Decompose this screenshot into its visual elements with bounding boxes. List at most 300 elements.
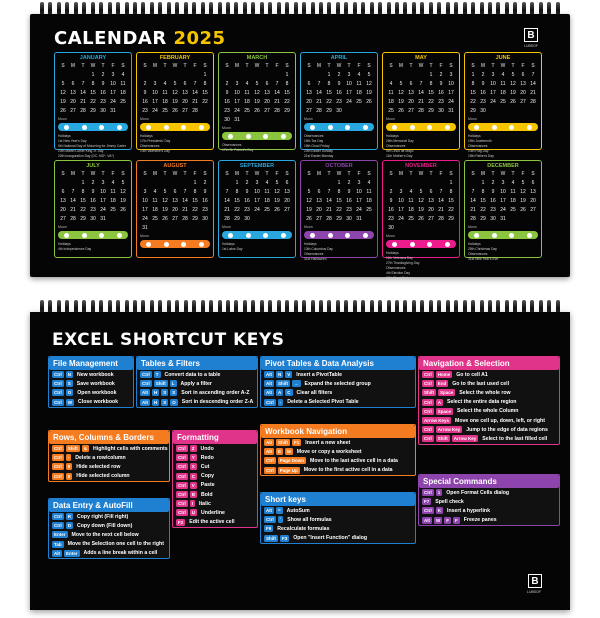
day-number: 8 (429, 81, 433, 87)
shortcut-row (49, 540, 169, 549)
day-number: 7 (439, 189, 443, 195)
empty-day (324, 180, 334, 186)
excel-board (30, 312, 570, 610)
day-number: 24 (142, 216, 148, 222)
shortcut-description: Move one cell up, down, left, or right (455, 417, 545, 424)
day-number: 23 (202, 207, 208, 213)
month-grid (386, 171, 456, 231)
moon-phase-icon (410, 125, 415, 130)
shortcut-row (173, 472, 257, 481)
shortcut-description: Cut (200, 463, 210, 470)
moon-phase-bar (140, 123, 210, 131)
key-cap: Arrow Key (453, 436, 477, 442)
shortcut-row (173, 518, 257, 527)
day-number: 14 (470, 198, 476, 204)
day-number: 2 (439, 72, 443, 78)
shortcut-description: Highlight cells with comments (93, 445, 168, 452)
empty-day (436, 180, 446, 186)
key-cap: Ctrl (424, 508, 432, 514)
day-header: T (163, 63, 167, 69)
shortcut-description: Go to cell A1 (456, 371, 488, 378)
empty-day (140, 180, 150, 186)
shortcut-description: Copy (201, 473, 214, 480)
day-header: W (336, 171, 342, 177)
day-number: 8 (203, 81, 207, 87)
day-number: 28 (326, 216, 332, 222)
month-april (300, 52, 378, 158)
key-cap: Ctrl (424, 427, 432, 433)
day-number: 12 (306, 198, 312, 204)
key-cap: Home (437, 372, 451, 378)
holiday-list (58, 242, 128, 252)
day-number: 18 (500, 90, 506, 96)
day-number: 19 (60, 99, 66, 105)
day-number: 9 (389, 198, 393, 204)
day-number: 3 (449, 72, 453, 78)
day-number: 10 (110, 81, 116, 87)
holiday-item: 13th Columbus Day (304, 247, 333, 251)
day-number: 6 (307, 81, 311, 87)
day-number: 29 (284, 108, 290, 114)
day-number: 20 (70, 99, 76, 105)
day-header: S (121, 171, 125, 177)
holiday-item: 27th Thanksgiving Day (386, 261, 420, 265)
shortcut-description: Show all formulas (287, 516, 332, 523)
key-cap: S (163, 399, 167, 405)
day-number: 22 (234, 207, 240, 213)
empty-day (416, 72, 426, 78)
brand-name-bottom: LUBSOF (527, 590, 542, 594)
empty-day (58, 72, 68, 78)
day-number: 9 (203, 189, 207, 195)
day-number: 6 (61, 189, 65, 195)
day-number: 12 (520, 189, 526, 195)
day-number: 4 (511, 180, 515, 186)
shortcut-description: Delete a row/column (75, 454, 126, 461)
moon-phase-icon (263, 134, 268, 139)
empty-day (232, 72, 242, 78)
month-october (300, 160, 378, 261)
holiday-list (386, 134, 456, 159)
key-cap: W (67, 399, 72, 405)
day-number: 25 (388, 108, 394, 114)
day-header: T (101, 171, 105, 177)
day-header: T (491, 171, 495, 177)
day-number: 23 (388, 216, 394, 222)
day-number: 8 (235, 189, 239, 195)
day-number: 28 (470, 216, 476, 222)
day-header: M (316, 171, 322, 177)
day-number: 30 (388, 225, 394, 231)
day-number: 15 (90, 90, 96, 96)
key-cap: R (67, 514, 71, 520)
day-number: 18 (408, 207, 414, 213)
empty-day (160, 180, 170, 186)
day-header: T (265, 171, 269, 177)
holiday-item: 20th Easter Sunday (304, 149, 333, 153)
holiday-item: 15th Tax Day (304, 139, 324, 143)
day-number: 1 (327, 72, 331, 78)
day-number: 22 (470, 99, 476, 105)
key-cap: W (436, 517, 441, 523)
moon-label: Moon (468, 117, 477, 121)
day-number: 12 (398, 90, 404, 96)
day-header: F (357, 63, 361, 69)
section-title: Pivot Tables & Data Analysis (261, 357, 415, 370)
key-cap: Ctrl (178, 501, 186, 507)
section-title: File Management (49, 357, 133, 370)
key-cap: Ctrl (142, 372, 150, 378)
shortcut-description: Sort in ascending order A-Z (181, 389, 250, 396)
empty-day (314, 180, 324, 186)
day-number: 11 (388, 90, 394, 96)
empty-day (396, 72, 406, 78)
day-number: 8 (481, 189, 485, 195)
day-number: 22 (90, 99, 96, 105)
day-number: 7 (317, 81, 321, 87)
day-number: 3 (101, 180, 105, 186)
day-header: M (398, 171, 404, 177)
day-header: M (70, 171, 76, 177)
empty-day (68, 180, 78, 186)
day-number: 15 (480, 198, 486, 204)
key-cap: Ctrl (54, 464, 62, 470)
holiday-list (58, 134, 128, 159)
shortcut-description: AutoSum (286, 507, 310, 514)
shortcut-row (49, 444, 169, 453)
shortcut-row (49, 388, 133, 397)
section-title: Rows, Columns & Borders (49, 431, 169, 444)
moon-phase-icon (445, 125, 450, 130)
day-number: 7 (419, 81, 423, 87)
day-number: 15 (326, 90, 332, 96)
month-november (382, 160, 460, 280)
empty-day (242, 72, 252, 78)
moon-phase-icon (310, 233, 315, 238)
shortcut-description: Edit the active cell (189, 519, 235, 526)
day-number: 24 (448, 99, 454, 105)
holiday-item: Observances (222, 143, 242, 147)
day-number: 25 (110, 207, 116, 213)
key-cap: Page Up (279, 467, 298, 473)
shortcut-row (261, 438, 415, 447)
day-number: 17 (100, 198, 106, 204)
moon-phase-icon (164, 125, 169, 130)
shortcut-row (49, 462, 169, 471)
day-number: 23 (346, 207, 352, 213)
shortcut-description: Jump to the edge of data regions (466, 426, 548, 433)
day-header: T (409, 171, 413, 177)
holiday-item: 1st Labor Day (222, 247, 243, 251)
moon-phase-icon (117, 233, 122, 238)
holiday-list (140, 134, 210, 154)
holiday-item: 17th St. Patrick's Day (222, 148, 254, 152)
holiday-item: 31st New Year's Eve (468, 257, 499, 261)
key-cap: S (67, 381, 71, 387)
day-number: 5 (173, 81, 177, 87)
day-number: 30 (346, 216, 352, 222)
month-name: FEBRUARY (159, 55, 191, 61)
day-number: 23 (244, 207, 250, 213)
day-header: S (307, 171, 311, 177)
day-number: 12 (366, 81, 372, 87)
day-number: 30 (336, 108, 342, 114)
day-number: 14 (182, 198, 188, 204)
section-title: Navigation & Selection (419, 357, 559, 370)
key-cap: Space (440, 390, 454, 396)
shortcut-row (261, 388, 415, 397)
key-cap: Alt (142, 390, 148, 396)
day-number: 24 (110, 99, 116, 105)
day-number: 23 (224, 108, 230, 114)
shortcut-description: Open Format Cells dialog (446, 489, 510, 496)
shortcut-description: Italic (199, 500, 211, 507)
key-cap: F3 (282, 535, 288, 541)
day-number: 15 (234, 198, 240, 204)
shortcut-row (173, 499, 257, 508)
key-cap: V (287, 372, 291, 378)
key-cap: D (67, 523, 71, 529)
day-number: 9 (225, 90, 229, 96)
day-header: T (511, 63, 515, 69)
day-header: F (275, 63, 279, 69)
day-number: 12 (172, 90, 178, 96)
month-name: MARCH (246, 55, 268, 61)
day-number: 17 (234, 99, 240, 105)
key-cap: A (437, 399, 441, 405)
day-header: F (111, 63, 115, 69)
day-header: S (531, 63, 535, 69)
day-number: 9 (101, 81, 105, 87)
key-cap: S (163, 390, 167, 396)
holiday-item: 14th Valentine's Day (140, 149, 170, 153)
day-number: 14 (530, 81, 536, 87)
key-cap: Ctrl (178, 492, 186, 498)
moon-phase-icon (64, 125, 69, 130)
month-name: APRIL (330, 55, 348, 61)
key-cap: Enter (54, 532, 66, 538)
day-number: 6 (531, 180, 535, 186)
key-cap: Ctrl (266, 517, 274, 523)
month-grid (304, 63, 374, 114)
day-number: 13 (520, 81, 526, 87)
key-cap: Page Down (279, 458, 305, 464)
day-number: 20 (316, 207, 322, 213)
holiday-list (386, 251, 456, 281)
day-number: 17 (152, 99, 158, 105)
day-number: 29 (326, 108, 332, 114)
day-number: 31 (100, 216, 106, 222)
moon-label: Moon (140, 234, 149, 238)
day-number: 18 (366, 198, 372, 204)
day-number: 2 (143, 81, 147, 87)
day-number: 23 (490, 207, 496, 213)
shortcut-row (261, 515, 415, 524)
key-cap: Arrow Keys (424, 418, 450, 424)
day-number: 10 (490, 81, 496, 87)
day-header: M (480, 63, 486, 69)
day-number: 6 (285, 180, 289, 186)
day-number: 8 (471, 81, 475, 87)
day-header: T (429, 63, 433, 69)
key-cap: Ctrl (54, 523, 62, 529)
key-cap: Ctrl (424, 372, 432, 378)
key-cap: Ctrl (424, 436, 432, 442)
shortcut-description: Copy down (Fill down) (77, 522, 133, 529)
moon-phase-bar (222, 132, 292, 140)
day-number: 31 (142, 225, 148, 231)
day-number: 4 (265, 180, 269, 186)
day-number: 7 (71, 189, 75, 195)
day-number: 30 (490, 216, 496, 222)
holiday-item: Observances (386, 144, 406, 148)
day-number: 5 (511, 72, 515, 78)
day-header: S (285, 63, 289, 69)
day-number: 5 (521, 180, 525, 186)
day-number: 2 (101, 72, 105, 78)
month-may (382, 52, 460, 158)
key-cap: H (154, 390, 158, 396)
empty-day (406, 72, 416, 78)
day-header: T (163, 171, 167, 177)
key-cap: ` (279, 517, 282, 523)
day-number: 14 (316, 90, 322, 96)
moon-phase-icon (527, 125, 532, 130)
brand-logo (524, 28, 538, 42)
day-number: 26 (398, 108, 404, 114)
day-number: 6 (71, 81, 75, 87)
day-number: 11 (356, 81, 362, 87)
day-number: 13 (70, 90, 76, 96)
empty-day (160, 72, 170, 78)
key-cap: C (287, 390, 291, 396)
day-number: 25 (162, 108, 168, 114)
day-number: 26 (120, 207, 126, 213)
shortcut-row (261, 370, 415, 379)
day-number: 4 (163, 81, 167, 87)
day-number: 19 (162, 207, 168, 213)
month-september (218, 160, 296, 258)
day-number: 24 (356, 207, 362, 213)
shortcut-description: Expand the selected group (304, 380, 371, 387)
key-cap: 9 (67, 464, 71, 470)
day-header: T (491, 63, 495, 69)
shortcut-description: Open "Insert Function" dialog (293, 535, 368, 542)
moon-phase-bar (468, 123, 538, 131)
key-cap: Alt (266, 449, 272, 455)
shortcut-row (137, 379, 257, 388)
day-header: M (234, 63, 240, 69)
day-header: S (143, 171, 147, 177)
shortcut-row (419, 497, 559, 506)
day-number: 11 (152, 198, 158, 204)
moon-phase-icon (492, 125, 497, 130)
day-number: 8 (91, 81, 95, 87)
key-cap: O (172, 399, 176, 405)
moon-phase-icon (509, 125, 514, 130)
key-cap: Ctrl (178, 464, 186, 470)
holiday-item: 28th Black Friday (386, 276, 412, 280)
holiday-item: 20th Inauguration Day (DC, MD*, VA*) (58, 154, 114, 158)
calendar-title-word: CALENDAR (54, 28, 167, 49)
holiday-item: Observances (386, 266, 406, 270)
shortcut-description: Paste (200, 482, 215, 489)
moon-label: Moon (304, 225, 313, 229)
holiday-list (222, 143, 292, 153)
day-number: 14 (80, 90, 86, 96)
day-header: F (521, 171, 525, 177)
day-number: 4 (389, 81, 393, 87)
moon-label: Moon (304, 117, 313, 121)
day-number: 20 (172, 207, 178, 213)
shortcut-row (261, 398, 415, 407)
empty-day (140, 72, 150, 78)
holiday-item: 31st Halloween (304, 257, 327, 261)
day-header: F (275, 171, 279, 177)
day-number: 26 (510, 99, 516, 105)
day-number: 28 (224, 216, 230, 222)
day-header: T (409, 63, 413, 69)
day-header: S (225, 63, 229, 69)
shortcut-row (137, 388, 257, 397)
shortcut-row (261, 447, 415, 456)
shortcut-description: Spell check (435, 498, 464, 505)
day-number: 25 (264, 207, 270, 213)
day-number: 20 (530, 198, 536, 204)
day-number: 11 (366, 189, 372, 195)
shortcut-description: Select the entire data region (447, 399, 517, 406)
key-cap: F (455, 517, 458, 523)
day-number: 19 (510, 90, 516, 96)
month-name: JULY (86, 163, 100, 169)
key-cap: 1 (437, 490, 441, 496)
day-header: M (234, 171, 240, 177)
day-number: 11 (408, 198, 414, 204)
day-number: 4 (121, 72, 125, 78)
key-cap: F (446, 517, 449, 523)
day-number: 28 (418, 108, 424, 114)
shortcut-row (49, 530, 169, 539)
empty-day (150, 72, 160, 78)
empty-day (180, 180, 190, 186)
day-number: 22 (80, 207, 86, 213)
day-number: 13 (408, 90, 414, 96)
day-number: 30 (438, 108, 444, 114)
holiday-item: Holidays (58, 242, 71, 246)
day-number: 15 (448, 198, 454, 204)
key-cap: Shift (155, 381, 166, 387)
day-number: 12 (274, 189, 280, 195)
month-july (54, 160, 132, 258)
day-number: 1 (449, 180, 453, 186)
day-number: 17 (142, 207, 148, 213)
day-number: 30 (100, 108, 106, 114)
day-header: T (429, 171, 433, 177)
day-number: 15 (202, 90, 208, 96)
key-cap: Ctrl (424, 381, 432, 387)
month-march (218, 52, 296, 150)
day-number: 22 (326, 99, 332, 105)
day-number: 24 (490, 99, 496, 105)
shortcut-row (137, 370, 257, 379)
holiday-item: 25th Christmas Day (468, 247, 497, 251)
holiday-list (468, 134, 538, 159)
moon-phase-icon (99, 233, 104, 238)
day-number: 21 (192, 99, 198, 105)
holiday-item: 18th Good Friday (304, 144, 330, 148)
key-cap: F9 (266, 526, 272, 532)
shortcut-row (49, 472, 169, 481)
